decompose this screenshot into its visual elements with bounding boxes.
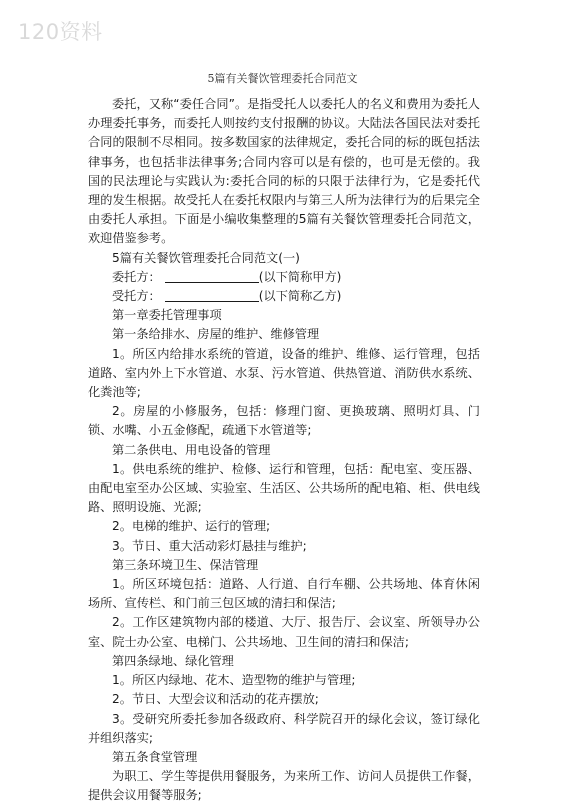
article-3-heading: 第三条环境卫生、保洁管理 bbox=[112, 557, 259, 572]
article-4-item-2: 2。节日、大型会议和活动的花卉摆放; bbox=[112, 692, 319, 707]
intro-paragraph: 委托，又称“委任合同”。是指受托人以委托人的名义和费用为委托人办理委托事务，而委托人则按约支付报酬的协议。大陆法各国民法对委托合同的限制不尽相同。按多数国家的法律规定，委托合同的标的既包括法律事务，也包括非法律事务;合同内容可以是有偿的，也可是无偿的。我国的民法理论与实践认为:委托合同的标的只限于法律行为，它是委托代理的发生根据。故受托人在委托权限内与第三人所为法律行为的后果完全由委托人承担。下面是小编收集整理的5篇有关餐饮管理委托合同范文，欢迎借鉴参考。 bbox=[88, 97, 480, 246]
party-a-label: 委托方： bbox=[112, 269, 161, 284]
article-1-item-2: 2。房屋的小修服务，包括：修理门窗、更换玻璃、照明灯具、门锁、水嘴、小五金修配，疏通下水管道等; bbox=[88, 404, 480, 438]
article-2-item-3: 3。节日、重大活动彩灯悬挂与维护; bbox=[112, 538, 307, 553]
party-b-suffix: (以下简称乙方) bbox=[258, 289, 342, 304]
chapter-heading: 第一章委托管理事项 bbox=[112, 308, 222, 323]
party-a-line bbox=[88, 268, 480, 287]
article-4-item-3: 3。受研究所委托参加各级政府、科学院召开的绿化会议，签订绿化并组织落实; bbox=[88, 711, 480, 745]
document-body bbox=[88, 95, 480, 806]
article-3-item-2: 2。工作区建筑物内部的楼道、大厅、报告厅、会议室、所领导办公室、院士办公室、电梯门、公共场地、卫生间的清扫和保洁; bbox=[88, 615, 480, 649]
article-4-heading: 第四条绿地、绿化管理 bbox=[112, 653, 234, 668]
party-b-line bbox=[88, 287, 480, 306]
article-2-item-1: 1。供电系统的维护、检修、运行和管理，包括：配电室、变压器、由配电室至办公区域、实验室、生活区、公共场所的配电箱、柜、供电线路、照明设施、光源; bbox=[88, 461, 480, 515]
article-2-heading: 第二条供电、用电设备的管理 bbox=[112, 442, 271, 457]
party-b-blank bbox=[165, 288, 259, 302]
article-1-heading: 第一条给排水、房屋的维护、维修管理 bbox=[112, 327, 320, 342]
article-1-item-1: 1。所区内给排水系统的管道，设备的维护、维修、运行管理，包括道路、室内外上下水管道、水泵、污水管道、供热管道、消防供水系统、化粪池等; bbox=[88, 346, 480, 400]
article-5-item-1: 为职工、学生等提供用餐服务，为来所工作、访问人员提供工作餐，提供会议用餐等服务; bbox=[88, 769, 480, 803]
article-2-item-2: 2。电梯的维护、运行的管理; bbox=[112, 519, 271, 534]
watermark-logo: 120资料 bbox=[18, 20, 103, 44]
article-3-item-1: 1。所区环境包括：道路、人行道、自行车棚、公共场地、体育休闲场所、宣传栏、和门前三包区域的清扫和保洁; bbox=[88, 577, 480, 611]
article-5-heading: 第五条食堂管理 bbox=[112, 749, 198, 764]
sample-heading: 5篇有关餐饮管理委托合同范文(一) bbox=[112, 250, 300, 265]
party-a-suffix: (以下简称甲方) bbox=[258, 269, 342, 284]
article-4-item-1: 1。所区内绿地、花木、造型物的维护与管理; bbox=[112, 673, 356, 688]
document-title: 5篇有关餐饮管理委托合同范文 bbox=[207, 72, 358, 85]
party-a-blank bbox=[165, 269, 259, 283]
party-b-label: 受托方： bbox=[112, 289, 161, 304]
